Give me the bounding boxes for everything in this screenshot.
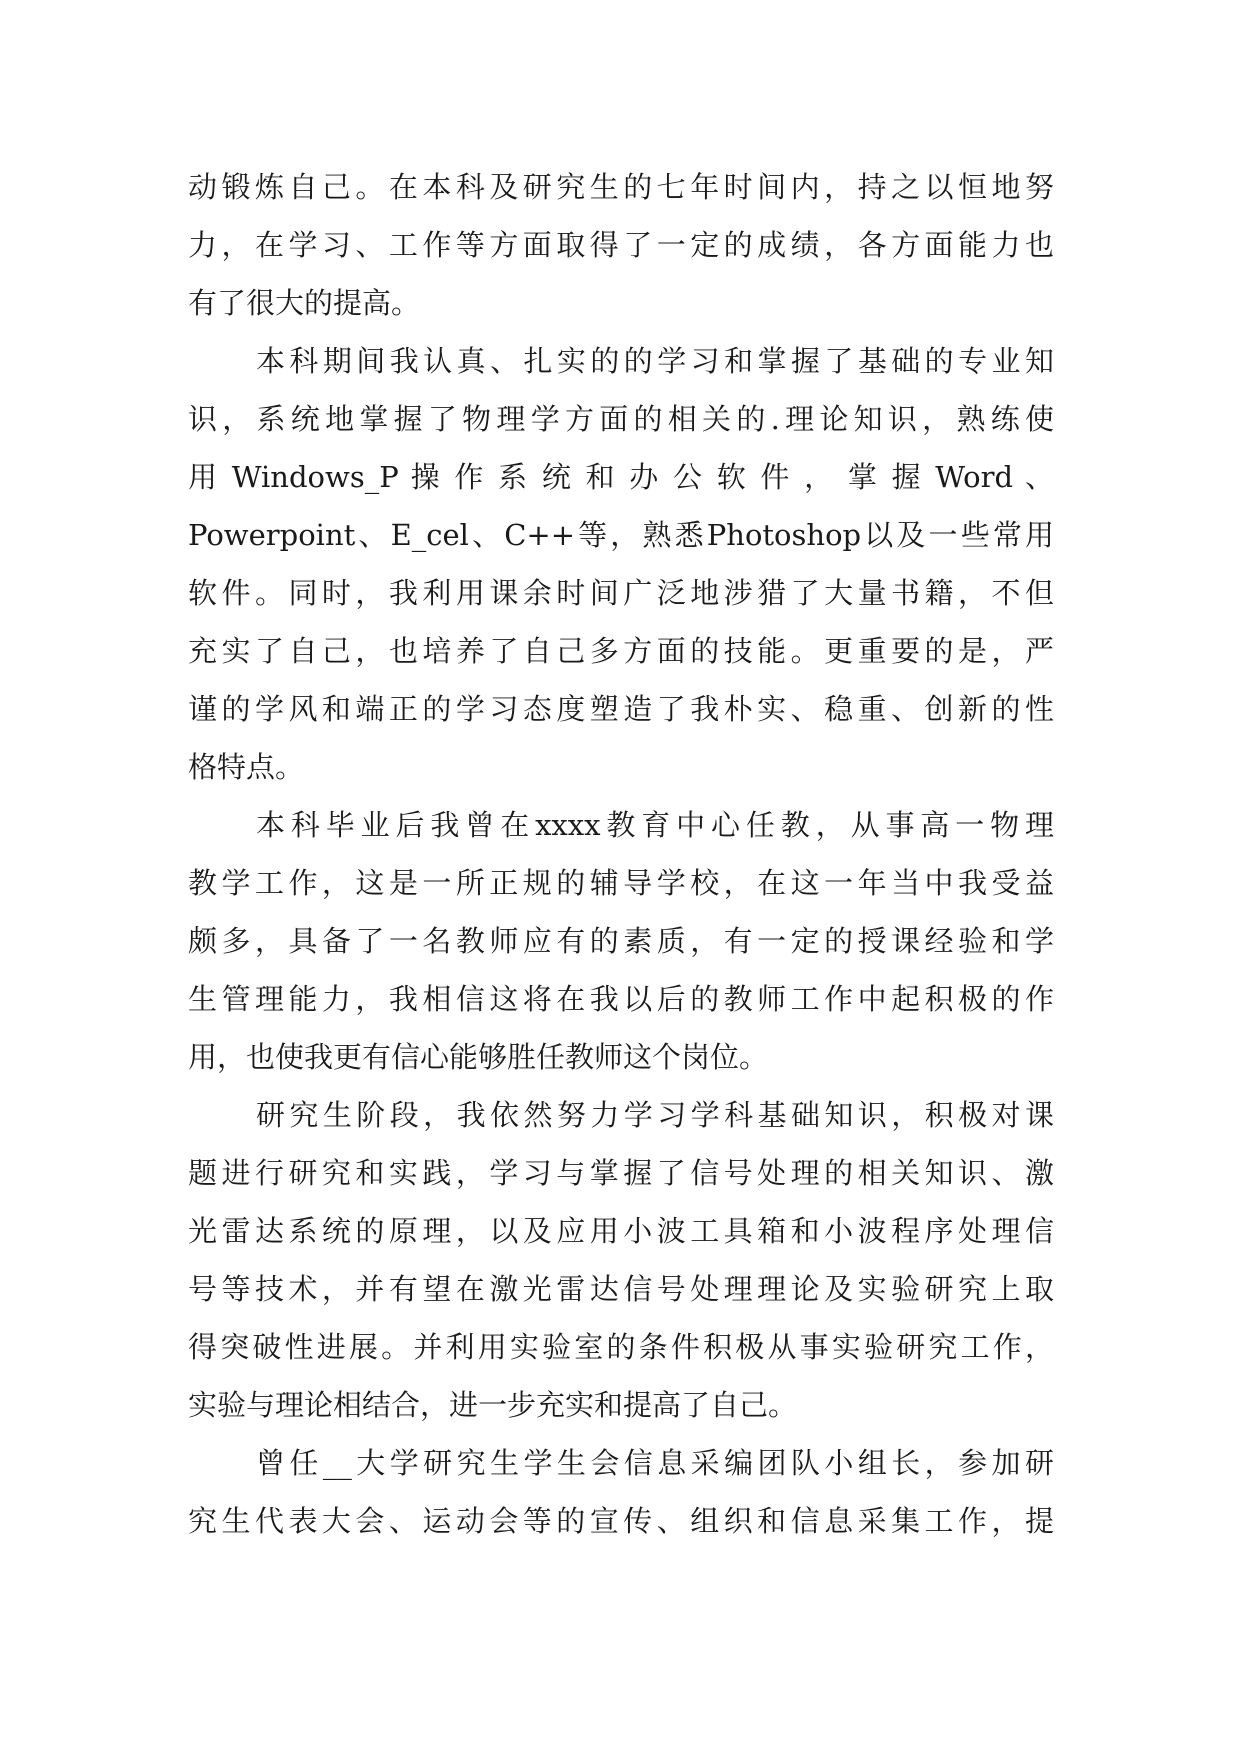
text-line: 充实了自己，也培养了自己多方面的技能。更重要的是，严 [188,634,1054,668]
text-line: 究生代表大会、运动会等的宣传、组织和信息采集工作，提 [188,1504,1054,1538]
text-line: 力，在学习、工作等方面取得了一定的成绩，各方面能力也 [188,228,1054,262]
body-text [188,158,1054,1550]
text-line: 动锻炼自己。在本科及研究生的七年时间内，持之以恒地努 [188,170,1054,204]
text-line: Powerpoint、E_cel、C++等，熟悉Photoshop以及一些常用 [188,518,1054,552]
paragraph-start-line: 曾任__大学研究生学生会信息采编团队小组长，参加研 [256,1446,1054,1480]
text-line: 谨的学风和端正的学习态度塑造了我朴实、稳重、创新的性 [188,692,1054,726]
text-line: 识，系统地掌握了物理学方面的相关的.理论知识，熟练使 [188,402,1054,436]
text-line: 光雷达系统的原理，以及应用小波工具箱和小波程序处理信 [188,1214,1054,1248]
paragraph-start-line: 本科期间我认真、扎实的的学习和掌握了基础的专业知 [256,344,1054,378]
text-line: 实验与理论相结合，进一步充实和提高了自己。 [188,1388,798,1422]
text-line: 号等技术，并有望在激光雷达信号处理理论及实验研究上取 [188,1272,1054,1306]
text-line: 格特点。 [188,750,305,784]
text-line: 软件。同时，我利用课余时间广泛地涉猎了大量书籍，不但 [188,576,1054,610]
text-line: 用 Windows_P 操 作 系 统 和 办 公 软 件 ， 掌 握 Word 、 [188,460,1054,494]
text-line: 生管理能力，我相信这将在我以后的教师工作中起积极的作 [188,982,1054,1016]
text-line: 得突破性进展。并利用实验室的条件积极从事实验研究工作， [188,1330,1054,1364]
text-line: 颇多，具备了一名教师应有的素质，有一定的授课经验和学 [188,924,1054,958]
paragraph-start-line: 研究生阶段，我依然努力学习学科基础知识，积极对课 [256,1098,1054,1132]
text-line: 用，也使我更有信心能够胜任教师这个岗位。 [188,1040,769,1074]
text-line: 教学工作，这是一所正规的辅导学校，在这一年当中我受益 [188,866,1054,900]
text-line: 题进行研究和实践，学习与掌握了信号处理的相关知识、激 [188,1156,1054,1190]
text-line: 有了很大的提高。 [188,286,421,320]
paragraph-start-line: 本科毕业后我曾在xxxx教育中心任教，从事高一物理 [256,808,1054,842]
